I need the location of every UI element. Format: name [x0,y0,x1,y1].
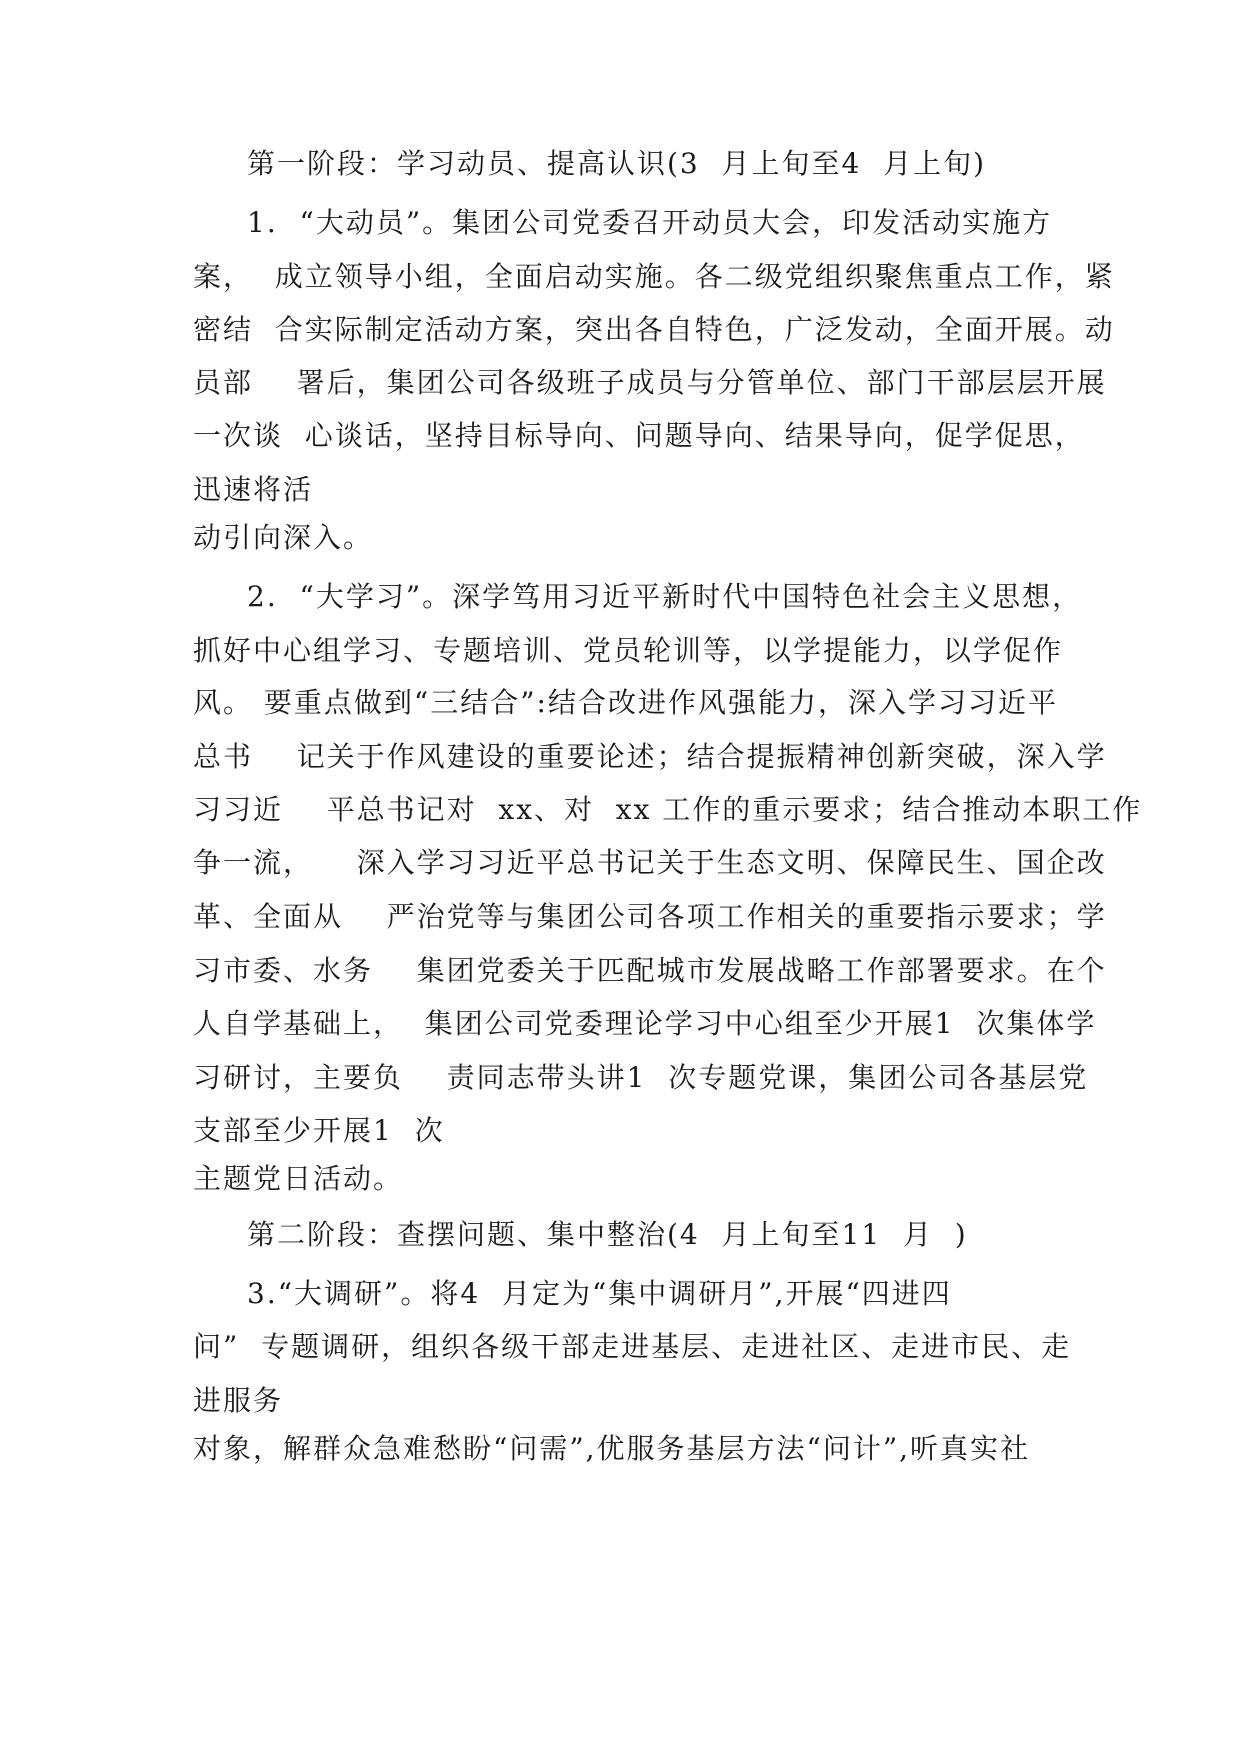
paragraph-line: 习研讨，主要负 责同志带头讲1 次专题党课，集团公司各基层党 [193,1061,1089,1094]
paragraph-line: 案， 成立领导小组，全面启动实施。各二级党组织聚焦重点工作，紧 [193,260,1115,293]
paragraph-line: 迅速将活 [193,473,314,506]
paragraph-line: 支部至少开展1 次 [193,1114,445,1147]
paragraph-line: 员部 署后，集团公司各级班子成员与分管单位、部门干部层层开展 [193,366,1107,399]
paragraph-line: 争一流， 深入学习习近平总书记关于生态文明、保障民生、国企改 [193,846,1107,879]
paragraph-line: 人自学基础上， 集团公司党委理论学习中心组至少开展1 次集体学 [193,1007,1097,1040]
paragraph-line: 1. “大动员”。集团公司党委召开动员大会，印发活动实施方 [247,206,1053,239]
paragraph-line: 问” 专题调研，组织各级干部走进基层、走进社区、走进市民、走 [193,1330,1072,1363]
paragraph-line: 进服务 [193,1384,284,1417]
paragraph-line: 抓好中心组学习、专题培训、党员轮训等，以学提能力，以学促作 [193,634,1064,667]
section-heading-stage-2: 第二阶段：查摆问题、集中整治(4 月上旬至11 月 ) [247,1218,968,1251]
paragraph-line: 革、全面从 严治党等与集团公司各项工作相关的重要指示要求；学 [193,900,1107,933]
paragraph-line: 2. “大学习”。深学笃用习近平新时代中国特色社会主义思想， [247,580,1083,613]
paragraph-line: 3.“大调研”。将4 月定为“集中调研月”,开展“四进四 [247,1277,952,1310]
paragraph-line: 密结 合实际制定活动方案，突出各自特色，广泛发动，全面开展。动 [193,313,1115,346]
paragraph-line: 动引向深入。 [193,521,374,554]
paragraph-line: 主题党日活动。 [193,1162,404,1195]
paragraph-line: 风。 要重点做到“三结合”:结合改进作风强能力，深入学习习近平 [193,686,1058,719]
paragraph-line: 对象，解群众急难愁盼“问需”,优服务基层方法“问计”,听真实社 [193,1432,1031,1465]
paragraph-line: 一次谈 心谈话，坚持目标导向、问题导向、结果导向，促学促思， [193,419,1085,452]
section-heading-stage-1: 第一阶段：学习动员、提高认识(3 月上旬至4 月上旬) [247,147,987,180]
paragraph-line: 习市委、水务 集团党委关于匹配城市发展战略工作部署要求。在个 [193,954,1107,987]
paragraph-line: 总书 记关于作风建设的重要论述；结合提振精神创新突破，深入学 [193,740,1107,773]
paragraph-line: 习习近 平总书记对 xx、对 xx 工作的重示要求；结合推动本职工作 [193,793,1143,826]
